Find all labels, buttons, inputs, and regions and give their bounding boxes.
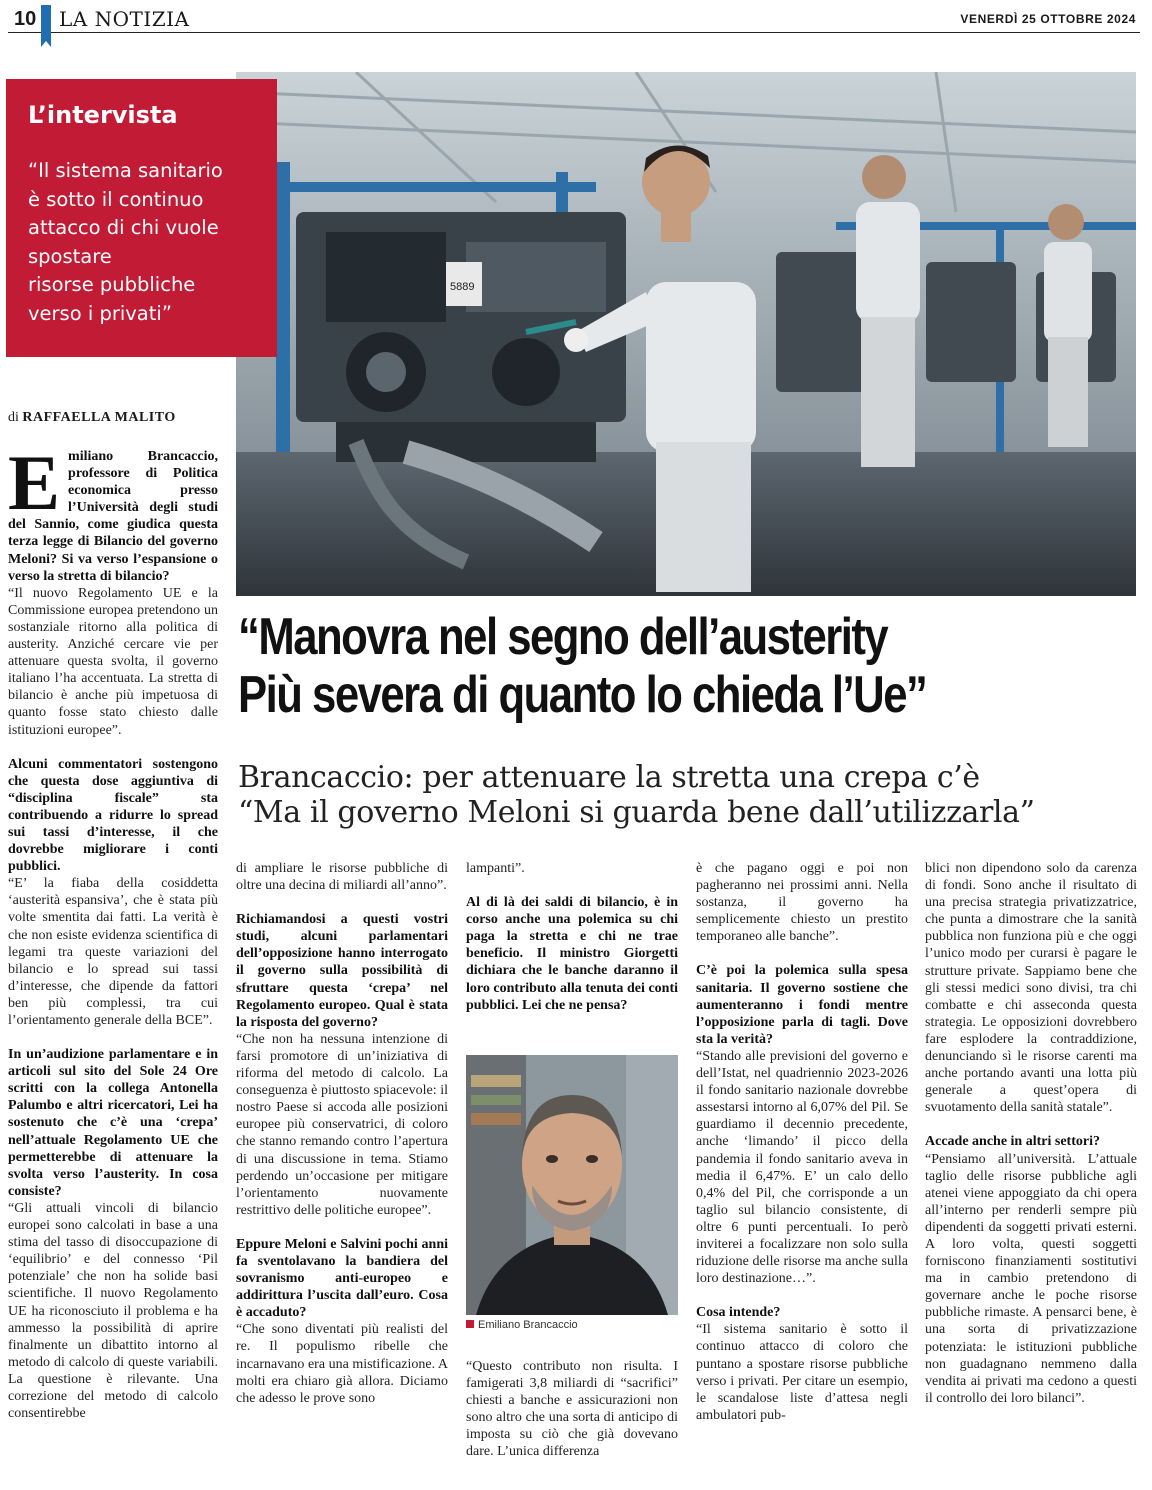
headline-line-2: Più severa di quanto lo chieda l’Ue” [238,666,927,724]
factory-photo [236,72,1136,596]
article-column-2 [236,860,448,1407]
question-1: miliano Brancaccio, professore di Politica economica presso l’Università degli studi del Sannio, come giudica questa terza legge di Bilancio del governo Meloni? Si va verso l’espansione o verso la stretta di bilancio? [8,449,218,584]
headline-line-1: “Manovra nel segno dell’austerity [238,608,888,666]
intervista-box [6,79,277,357]
subhead-line-1: Brancaccio: per attenuare la stretta una crepa c’è [238,760,980,795]
caption-marker [466,1320,474,1328]
answer-6-continued: è che pagano oggi e poi non pagheranno nei prossimi anni. Nella sostanza, il governo ha semplicemente chiesto un prestito temporaneo alle banche”. [696,861,908,945]
photo-caption [466,1319,578,1331]
article-column-3 [466,860,678,1014]
answer-3: “Gli attuali vincoli di bilancio europei sono calcolati in base a una stima del tasso di disoccupazione di ‘equilibrio’ e del connesso ‘Pil potenziale’ che non ha solide basi scientifiche. Il nuovo Regolamento UE ha riconosciuto il problema e ha ammesso la possibilità di aprire finalmente un dibattito intorno al metodo di calcolo di queste variabili. La questione è rilevante. Una correzione del metodo di calcolo consentirebbe [8,1200,218,1422]
answer-8-continued: blici non dipendono solo da carenza di fondi. Sono anche il risultato di una precisa strategia privatizzatrice, che punta a dimostrare che la sanità pubblica non funziona più e che oggi l’unico modo per curarsi è pagare le strutture private. Sappiamo bene che gli stessi medici sono divisi, tra chi combatte e chi asseconda questa strategia. Le opposizioni dovrebbero fare esplodere la contraddizione, denunciando sì le risorse carenti ma anche portando avanti una lotta più generale a quest’opera di svuotamento della sanità statale”. [925,861,1137,1116]
article-column-5 [925,860,1137,1407]
answer-5: “Che sono diventati più realisti del re. Il populismo ribelle che incarnavano era una mistificazione. A molti era chiaro già allora. Diciamo che adesso le prove sono [236,1322,448,1406]
answer-2: “E’ la fiaba della cosiddetta ‘austerità espansiva’, che è stata più volte smentita dai fatti. La verità è che non esiste evidenza scientifica di legami tra queste variazioni del bilancio e lo spread sui tassi d’interesse, che dipende da fattori ben più complessi, tra cui l’orientamento generale della BCE”. [8,876,218,1028]
headline [238,608,994,724]
page-tab-marker [41,5,51,41]
answer-6: “Questo contributo non risulta. I famigerati 3,8 miliardi di “sacrifici” chiesti a banche e assicurazioni non sono altro che una sorta di anticipo di imposta su ciò che già dovevano dare. L’unica differenza [466,1359,678,1460]
masthead [8,5,1140,33]
byline-prefix: di [8,410,19,425]
question-4: Richiamandosi a questi vostri studi, alcuni parlamentari dell’opposizione hanno interrogato il governo sulla possibilità di sfruttare questa ‘crepa’ nel Regolamento europeo. Qual è stata la risposta del governo? [236,912,448,1030]
byline [8,410,176,426]
question-5: Eppure Meloni e Salvini pochi anni fa sventolavano la bandiera del sovranismo anti-europeo e addirittura l’uscita dall’euro. Cosa è accaduto? [236,1236,448,1321]
answer-9: “Pensiamo all’università. L’attuale taglio delle risorse pubbliche agli atenei viene appoggiato da chi opera all’interno per renderli sempre più dipendenti da soggetti privati esterni. A loro volta, questi soggetti forniscono finanziamenti sostitutivi ma in cambio pretendono di governare anche le poche risorse pubbliche rimaste. A pensarci bene, è una sorta di privatizzazione potenziata: le istituzioni pubbliche non guadagnano nemmeno dalla vendita ai privati ma cedono a questi il controllo dei loro bilanci”. [925,1151,1137,1406]
answer-7: “Stando alle previsioni del governo e dell’Istat, nel quadriennio 2023-2026 il fondo sanitario nazionale dovrebbe assestarsi intorno al 6,07% del Pil. Se guardiamo il decennio precedente, anche ‘limando’ il picco della pandemia il fondo sanitario aveva in media il 6,47%. E’ un calo dello 0,4% del Pil, che corrisponde a un taglio sul bilancio consistente, di oltre 6 punti percentuali. Io però inviterei a focalizzare non solo sulla riduzione delle risorse ma anche sulla loro destinazione…”. [696,1048,908,1287]
drop-cap: E [8,439,61,526]
engine-tag-number: 5889 [450,281,475,293]
pull-quote: “Il sistema sanitario è sotto il continuo attacco di chi vuole spostare risorse pubbliche verso i privati” [28,159,223,325]
article-column-4 [696,860,908,1424]
question-7: C’è poi la polemica sulla spesa sanitaria. Il governo sostiene che aumenteranno i fondi mentre l’opposizione parla di tagli. Dove sta la verità? [696,963,908,1047]
article-column-1 [8,439,218,1422]
byline-author: RAFFAELLA MALITO [22,410,176,425]
subheadline [238,760,1138,830]
answer-5-continued: lampanti”. [466,861,525,876]
answer-1: “Il nuovo Regolamento UE e la Commissione europea pretendono un sostanziale ritorno alla politica di austerity. Anziché cercare vie per attenuare questa svolta, il governo italiano l’ha accentuata. La stretta di bilancio è anche più impetuosa di quanto fosse stato chiesto dalle istituzioni europee”. [8,585,218,738]
question-8: Cosa intende? [696,1305,781,1321]
answer-4: “Che non ha nessuna intenzione di farsi promotore di un’iniziativa di riforma del metodo di calcolo. La conseguenza è piuttosto spiacevole: il nostro Paese si accoda alle posizioni europee più conservatrici, di coloro che stanno remando contro l’apertura di una discussione in tema. Stiamo perdendo un’occasione per mitigare l’orientamento nuovamente restrittivo delle politiche europee”. [236,1031,448,1218]
answer-8: “Il sistema sanitario è sotto il continuo attacco di coloro che puntano a spostare risorse pubbliche verso i privati. Per citare un esempio, le scandalose liste d’attesa negli ambulatori pub- [696,1322,908,1423]
question-2: Alcuni commentatori sostengono che questa dose aggiuntiva di “disciplina fiscale” sta contribuendo a ridurre lo spread sui tassi d’interesse, il che dovrebbe migliorare i conti pubblici. [8,756,218,875]
intervista-kicker: L’intervista [28,101,178,129]
page-number: 10 [14,8,37,30]
question-9: Accade anche in altri settori? [925,1134,1100,1150]
issue-date: VENERDÌ 25 OTTOBRE 2024 [960,12,1136,26]
subhead-line-2: “Ma il governo Meloni si guarda bene dall’utilizzarla” [238,795,1035,830]
newspaper-logo: LA NOTIZIA [59,7,190,31]
question-3: In un’audizione parlamentare e in articoli sul sito del Sole 24 Ore scritti con la collega Antonella Palumbo e altri ricercatori, Lei ha sostenuto che c’è una ‘crepa’ nell’attuale Regolamento UE che permetterebbe di attenuare la svolta verso l’austerity. In cosa consiste? [8,1047,218,1199]
portrait-photo [466,1055,678,1315]
question-6: Al di là dei saldi di bilancio, è in corso anche una polemica su chi paga la stretta e chi ne trae beneficio. Il ministro Giorgetti dichiara che le banche daranno il loro contributo alla tenuta dei conti pubblici. Lei che ne pensa? [466,895,678,1013]
caption-text: Emiliano Brancaccio [478,1319,578,1331]
answer-3-continued: di ampliare le risorse pubbliche di oltre una decina di miliardi all’anno”. [236,861,448,894]
article-column-3-bottom [466,1358,678,1461]
